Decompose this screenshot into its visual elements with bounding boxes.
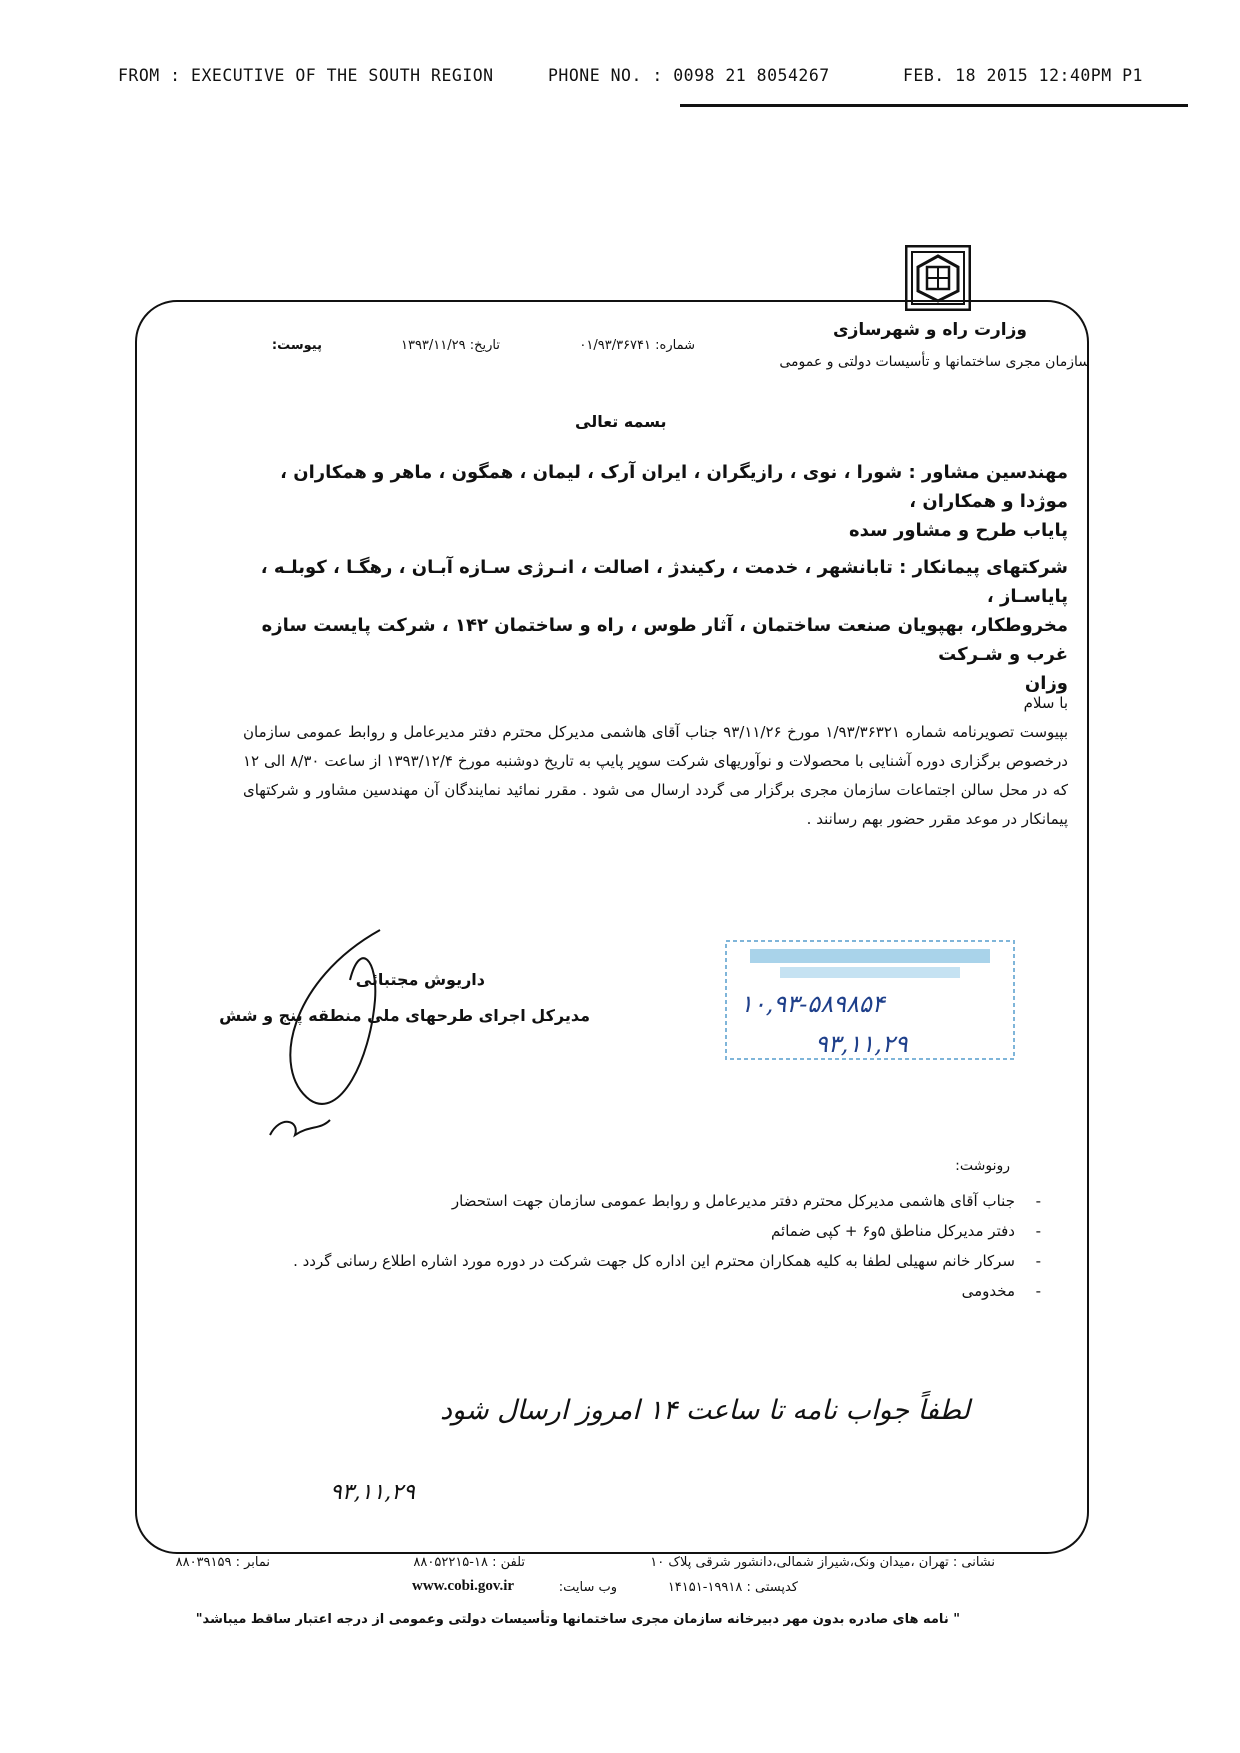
consultants-line-1: مهندسین مشاور : شورا ، نوی ، رازیگران ، ایران آرک ، لیمان ، همگون ، ماهر و همکاران ، موژدا و همکاران ، — [280, 462, 1068, 512]
ministry-logo-icon — [905, 245, 971, 311]
footer-validity-note: " نامه های صادره بدون مهر دبیرخانه سازمان مجری ساختمانها وتأسیسات دولتی وعمومی از درجه اعتبار ساقط میباشد" — [195, 1612, 960, 1627]
contractors-line-1: شرکتهای پیمانکار : تابانشهر ، خدمت ، رکیندژ ، اصالت ، انـرژی سـازه آبـان ، رهگـا ، کوبلـه ، پایاسـاز ، — [260, 557, 1068, 607]
fax-header-rule — [680, 104, 1188, 107]
fax-from: FROM : EXECUTIVE OF THE SOUTH REGION — [118, 66, 494, 85]
handwritten-date: ۹۳,۱۱,۲۹ — [330, 1480, 415, 1505]
handwritten-note: لطفاً جواب نامه تا ساعت ۱۴ امروز ارسال شود — [440, 1395, 970, 1426]
date-field — [401, 338, 500, 353]
cc-heading: رونوشت: — [955, 1158, 1010, 1174]
footer-phone: تلفن : ۱۸-۸۸۰۵۲۲۱۵ — [413, 1555, 525, 1570]
number-field — [579, 338, 695, 353]
footer-address: نشانی : تهران ،میدان ونک،شیراز شمالی،دانشور شرقی پلاک ۱۰ — [650, 1555, 995, 1570]
number-value: ۰۱/۹۳/۳۶۷۴۱ — [579, 338, 652, 353]
organization-name: سازمان مجری ساختمانها و تأسیسات دولتی و عمومی — [779, 354, 1090, 370]
ministry-name: وزارت راه و شهرسازی — [832, 320, 1027, 340]
number-label: شماره: — [655, 338, 695, 353]
signer-name: داریوش مجتبائی — [355, 970, 485, 989]
signature-icon — [250, 920, 410, 1150]
cc-list — [255, 1186, 1045, 1306]
greeting: با سلام — [1023, 694, 1068, 712]
cc-item: - جناب آقای هاشمی مدیرکل محترم دفتر مدیرعامل و روابط عمومی سازمان جهت استحضار — [255, 1186, 1045, 1216]
fax-date: FEB. 18 2015 12:40PM P1 — [903, 66, 1143, 85]
addressees — [238, 458, 1068, 698]
stamp-date: ۹۳,۱۱,۲۹ — [815, 1030, 908, 1058]
contractors-line-3: وزان — [1024, 673, 1068, 694]
letter-body: بپیوست تصویرنامه شماره ۱/۹۳/۳۶۳۲۱ مورخ ۹۳/۱۱/۲۶ جناب آقای هاشمی مدیرکل محترم دفتر مدیرعامل و روابط عمومی سازمان درخصوص برگزاری دوره آشنایی با محصولات و نوآوریهای شرکت سوپر پایپ به تاریخ دوشنبه مورخ ۱۳۹۳/۱۲/۴ از ساعت ۸/۳۰ الی ۱۲ که در محل سالن اجتماعات سازمان مجری برگزار می گردد ارسال می شود . مقرر نمائید نمایندگان آن مهندسین مشاور و شرکتهای پیمانکار در موعد مقرر حضور بهم رسانند . — [243, 723, 1068, 828]
stamp-number: ۱۰,۹۳-۵۸۹۸۵۴ — [740, 990, 885, 1018]
cc-item: - مخدومی — [255, 1276, 1045, 1306]
contractors-line-2: مخروطکار، بهپویان صنعت ساختمان ، آثار طوس ، راه و ساختمان ۱۴۲ ، شرکت پایست سازه غرب و شـرکت — [261, 615, 1068, 665]
date-label: تاریخ: — [469, 338, 500, 353]
footer-postal-code: کدپستی : ۱۹۹۱۸-۱۴۱۵۱ — [667, 1580, 798, 1595]
basmala: بسمه تعالی — [575, 412, 667, 431]
cc-item: - دفتر مدیرکل مناطق ۵و۶ + کپی ضمائم — [255, 1216, 1045, 1246]
signer-title: مدیرکل اجرای طرحهای ملی منطقه پنج و شش — [219, 1006, 590, 1025]
date-value: ۱۳۹۳/۱۱/۲۹ — [400, 338, 466, 353]
footer-website-label: وب سایت: — [558, 1580, 617, 1595]
cc-item: - سرکار خانم سهیلی لطفا به کلیه همکاران محترم این اداره کل جهت شرکت در دوره مورد اشاره اطلاع رسانی گردد . — [255, 1246, 1045, 1276]
consultants-line-2: پایاب طرح و مشاور سده — [849, 520, 1068, 541]
footer-website: www.cobi.gov.ir — [412, 1578, 515, 1594]
attachment-label: پیوست: — [271, 338, 322, 353]
footer-fax: نمابر : ۸۸۰۳۹۱۵۹ — [175, 1555, 270, 1570]
fax-phone: PHONE NO. : 0098 21 8054267 — [548, 66, 830, 85]
